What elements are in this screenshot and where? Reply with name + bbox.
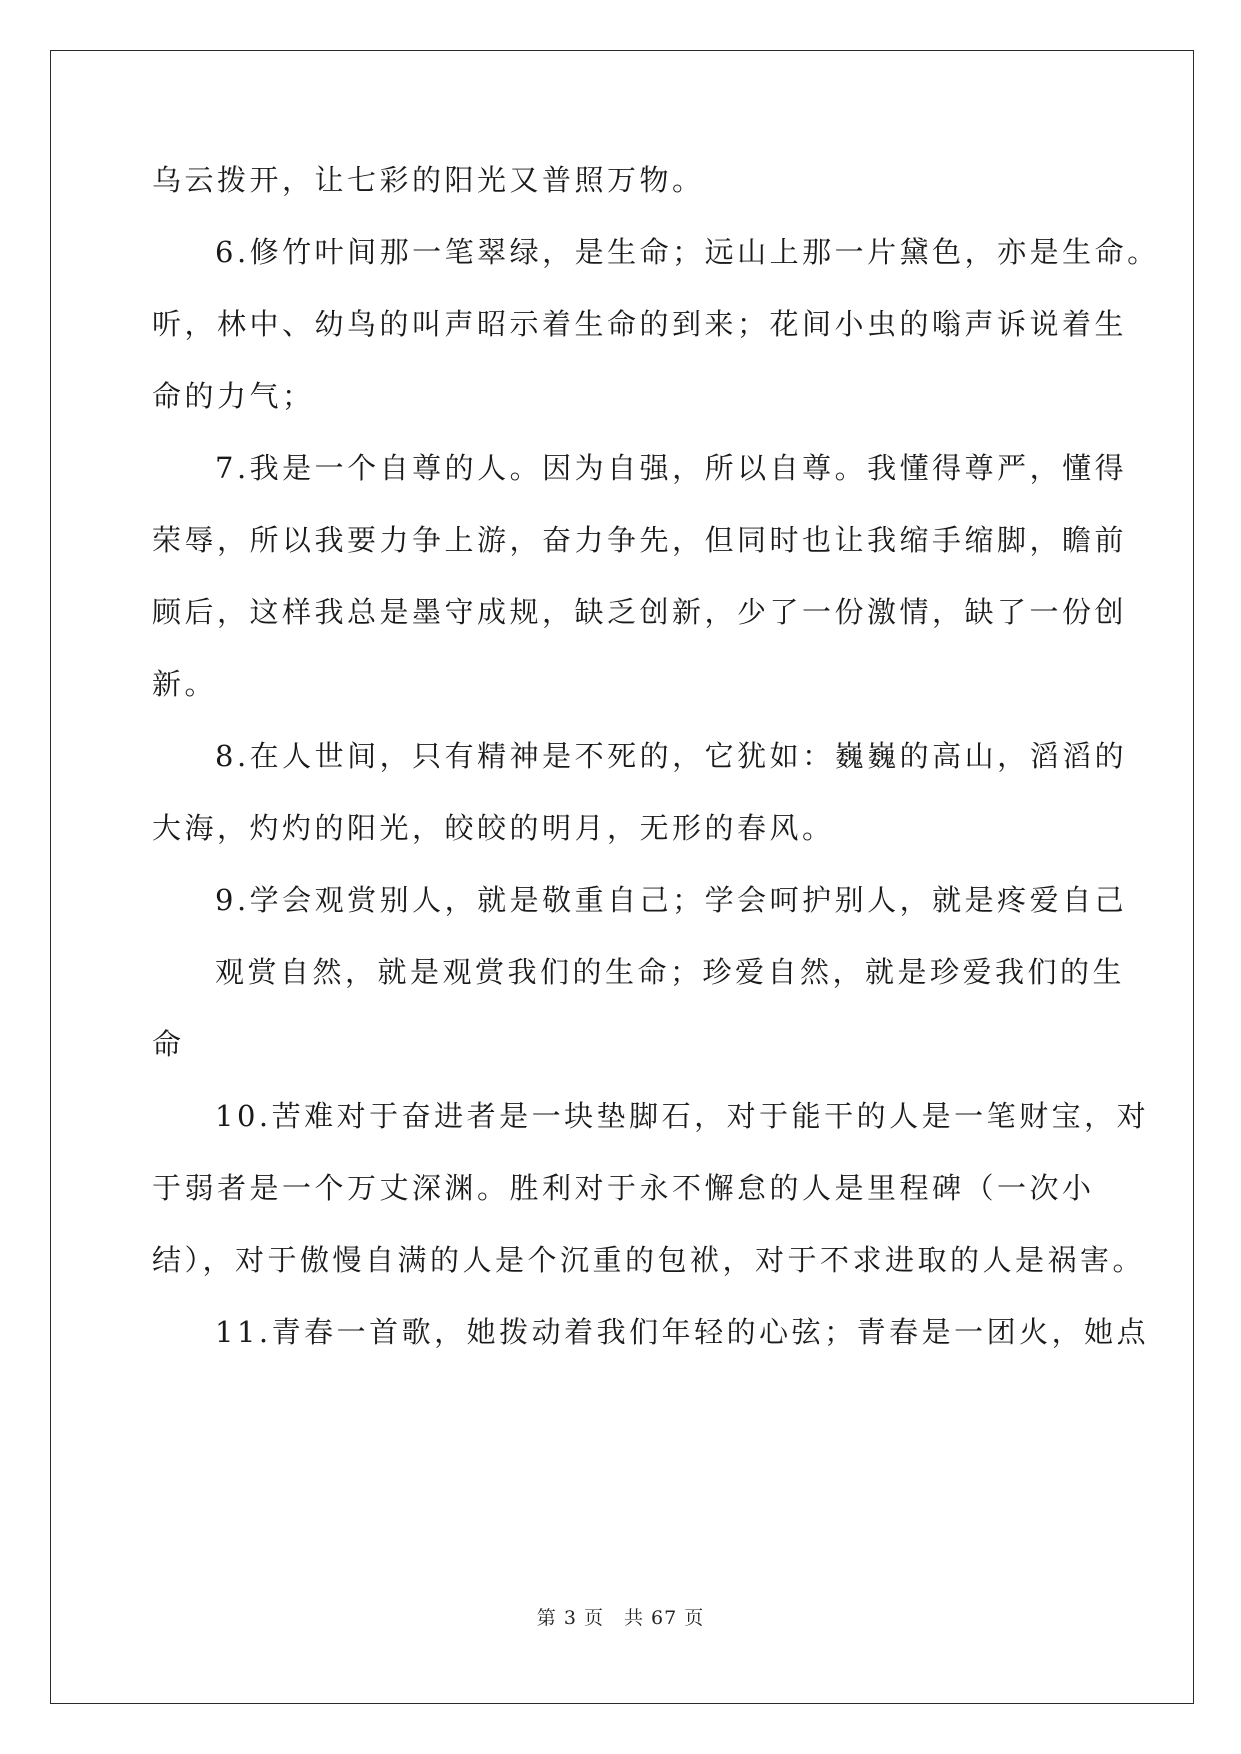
text-line: 6.修竹叶间那一笔翠绿，是生命；远山上那一片黛色，亦是生命。 bbox=[215, 235, 1160, 269]
text-line: 于弱者是一个万丈深渊。胜利对于永不懈怠的人是里程碑（一次小 bbox=[152, 1171, 1095, 1205]
page-number-footer: 第 3 页 共 67 页 bbox=[536, 1607, 705, 1629]
text-line: 听，林中、幼鸟的叫声昭示着生命的到来；花间小虫的嗡声诉说着生 bbox=[152, 307, 1128, 341]
text-line: 观赏自然，就是观赏我们的生命；珍爱自然，就是珍爱我们的生 bbox=[215, 955, 1126, 989]
text-line: 7.我是一个自尊的人。因为自强，所以自尊。我懂得尊严，懂得 bbox=[215, 451, 1128, 485]
text-line: 大海，灼灼的阳光，皎皎的明月，无形的春风。 bbox=[152, 811, 835, 845]
text-line: 荣辱，所以我要力争上游，奋力争先，但同时也让我缩手缩脚，瞻前 bbox=[152, 523, 1128, 557]
page-border bbox=[50, 50, 1194, 1704]
text-line: 新。 bbox=[152, 667, 218, 701]
text-line: 命 bbox=[152, 1027, 185, 1061]
text-line: 9.学会观赏别人，就是敬重自己；学会呵护别人，就是疼爱自己 bbox=[215, 883, 1128, 917]
text-line: 命的力气； bbox=[152, 379, 315, 413]
text-line: 10.苦难对于奋进者是一块垫脚石，对于能干的人是一笔财宝，对 bbox=[215, 1099, 1150, 1133]
text-line: 乌云拨开，让七彩的阳光又普照万物。 bbox=[152, 163, 705, 197]
text-line: 8.在人世间，只有精神是不死的，它犹如：巍巍的高山，滔滔的 bbox=[215, 739, 1128, 773]
text-line: 结），对于傲慢自满的人是个沉重的包袱，对于不求进取的人是祸害。 bbox=[152, 1243, 1146, 1277]
text-line: 顾后，这样我总是墨守成规，缺乏创新，少了一份激情，缺了一份创 bbox=[152, 595, 1128, 629]
text-line: 11.青春一首歌，她拨动着我们年轻的心弦；青春是一团火，她点 bbox=[215, 1315, 1150, 1349]
